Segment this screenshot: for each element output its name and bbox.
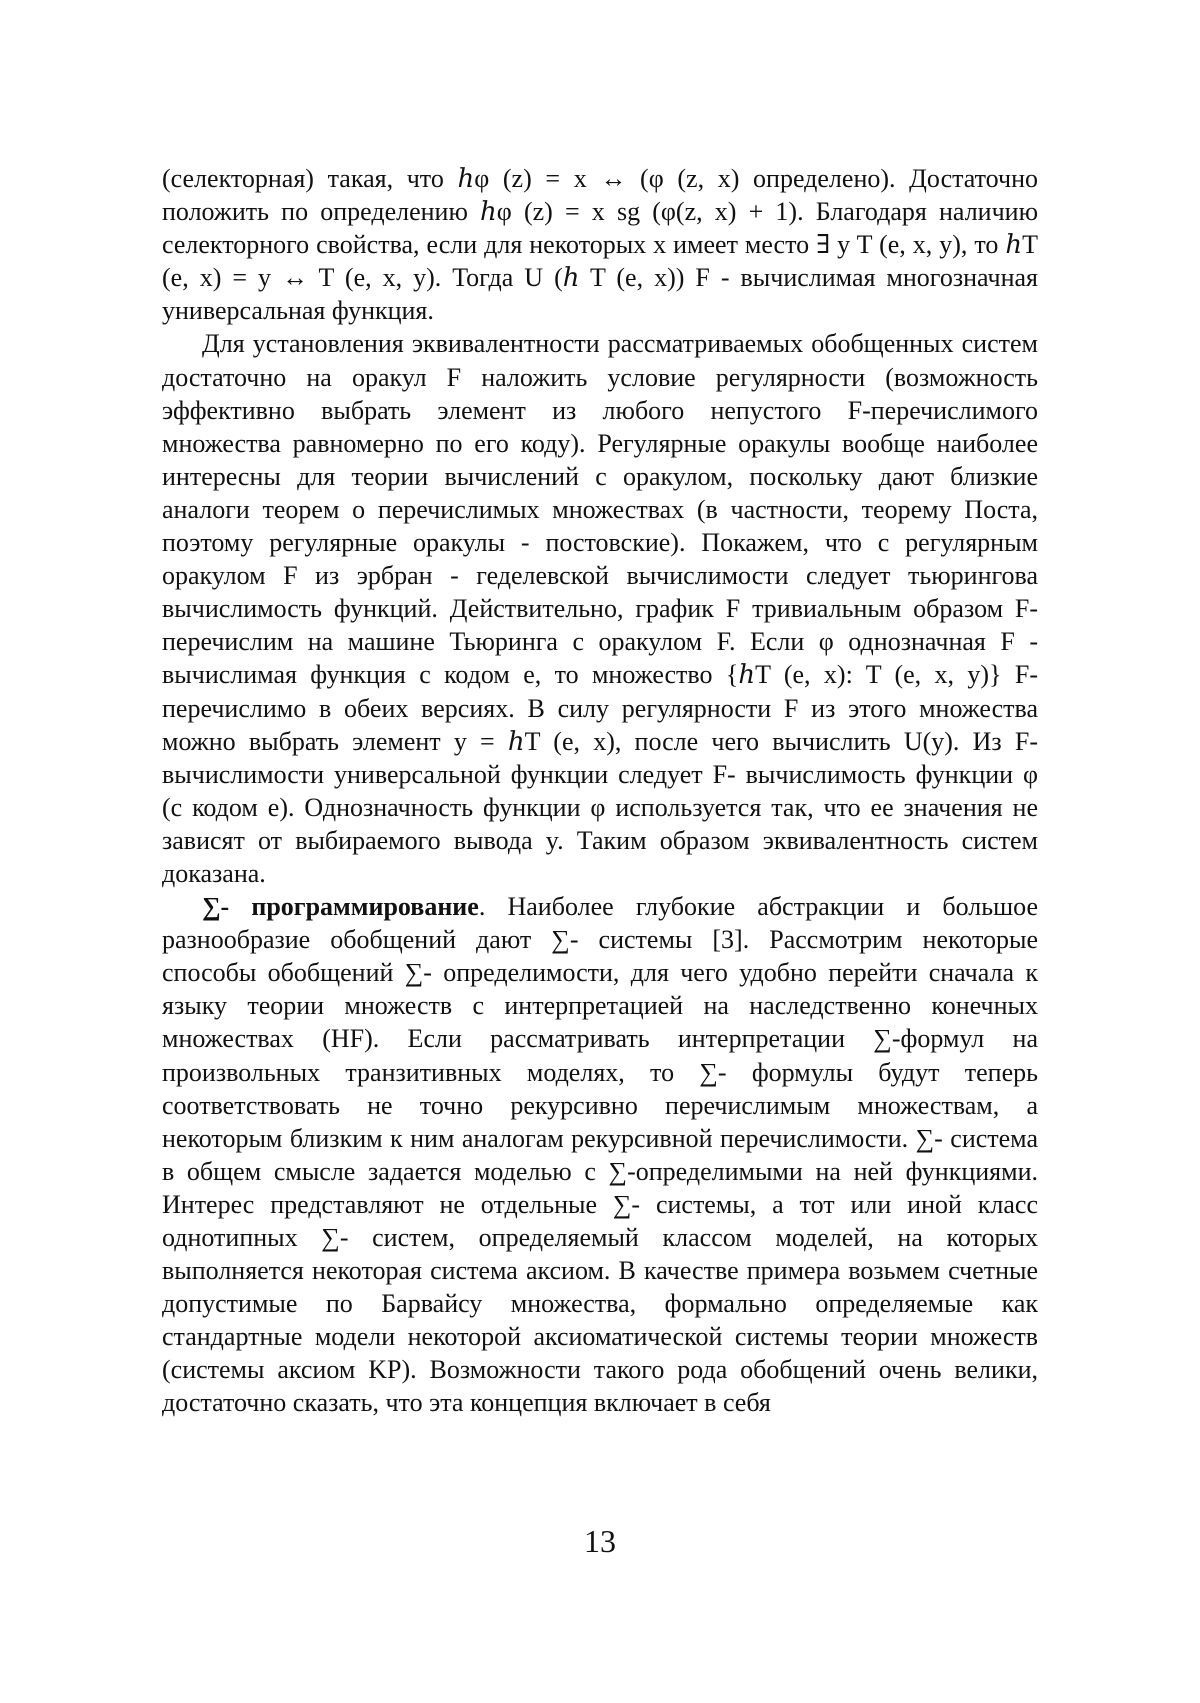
paragraph-3-text: . Наиболее глубокие абстракции и большое разнообразие обобщений дают ∑- системы [3]. Рассмотрим некоторые способы обобщений ∑- определимости, для чего удобно перейти сначала к языку теории множеств с интерпретацией на наследственно конечных множествах (HF). Если рассматривать интерпретации ∑-формул на произвольных транзитивных моделях, то ∑- формулы будут теперь соответствовать не точно рекурсивно перечислимым множествам, а некоторым близким к ним аналогам рекурсивной перечислимости. ∑- система в общем смысле задается моделью с ∑-определимыми на ней функциями. Интерес представляют не отдельные ∑- системы, а тот или иной класс однотипных ∑- систем, определяемый классом моделей, на которых выполняется некоторая система аксиом. В качестве примера возьмем счетные допустимые по Барвайсу множества, формально определяемые как стандартные модели некоторой аксиоматической системы теории множеств (системы аксиом KP). Возможности такого рода обобщений очень велики, достаточно сказать, что эта концепция включает в себя [162,892,1039,1418]
page-number: 13 [584,1523,616,1559]
paragraph-2: Для установления эквивалентности рассматриваемых обобщенных систем достаточно на оракул F наложить условие регулярности (возможность эффективно выбрать элемент из любого непустого F-перечислимого множества равномерно по его коду). Регулярные оракулы вообще наиболее интересны для теории вычислений с оракулом, поскольку дают близкие аналоги теорем о перечислимых множествах (в частности, теорему Поста, поэтому регулярные оракулы - постовские). Покажем, что с регулярным оракулом F из эрбран - геделевской вычислимости следует тьюрингова вычислимость функций. Действительно, график F тривиальным образом F-перечислим на машине Тьюринга с оракулом F. Если φ однозначная F - вычислимая функция с кодом e, то множество {ℎT (e, x): T (e, x, y)} F- перечислимо в обеих версиях. В силу регулярности F из этого множества можно выбрать элемент y = ℎT (e, x), после чего вычислить U(y). Из F- вычислимости универсальной функции следует F- вычислимость функции φ (с кодом e). Однозначность функции φ используется так, что ее значения не зависят от выбираемого вывода y. Таким образом эквивалентность систем доказана. [162,329,1038,888]
section-heading-sigma-programming: ∑- программирование [202,892,479,922]
paragraph-3 [162,890,1038,1420]
body-text [162,162,1038,1420]
paragraph-1: (селекторная) такая, что ℎφ (z) = x ↔ (φ (z, x) определено). Достаточно положить по определению ℎφ (z) = x sg (φ(z, x) + 1). Благодаря наличию селекторного свойства, если для некоторых x имеет место ∃ y T (e, x, y), то ℎT (e, x) = y ↔ T (e, x, y). Тогда U (ℎ T (e, x)) F - вычислимая многозначная универсальная функция. [162,164,1038,326]
